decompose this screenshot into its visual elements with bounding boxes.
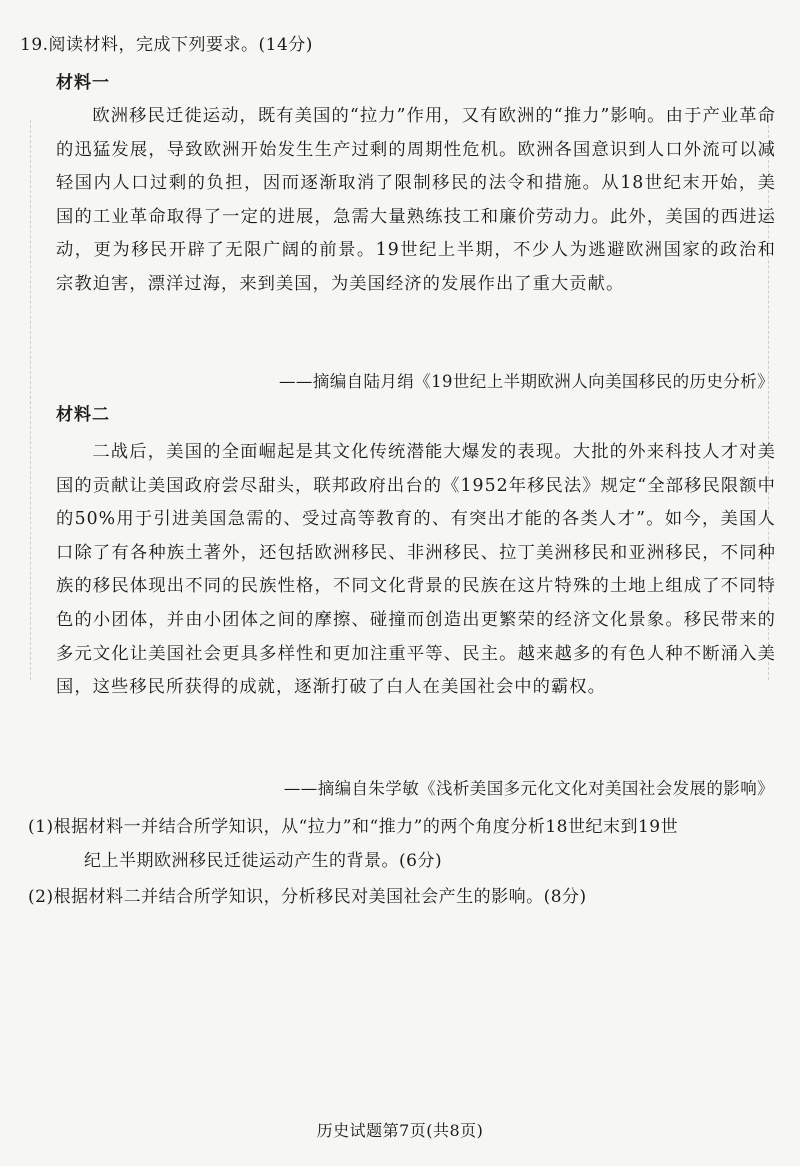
material-two-body: 二战后，美国的全面崛起是其文化传统潜能大爆发的表现。大批的外来科技人才对美国的贡献让美国政府尝尽甜头，联邦政府出台的《1952年移民法》规定“全部移民限额中的50%用于引进美国急需的、受过高等教育的、有突出才能的各类人才”。如今，美国人口除了有各种族土著外，还包括欧洲移民、非洲移民、拉丁美洲移民和亚洲移民，不同种族的移民体现出不同的民族性格，不同文化背景的民族在这片特殊的土地上组成了不同特色的小团体，并由小团体之间的摩擦、碰撞而创造出更繁荣的经济文化景象。移民带来的多元文化让美国社会更具多样性和更加注重平等、民主。越来越多的有色人种不断涌入美国，这些移民所获得的成就，逐渐打破了白人在美国社会中的霸权。 (56, 442, 776, 698)
page-footer: 历史试题第7页(共8页) (316, 1121, 484, 1140)
task-one-line1: (1)根据材料一并结合所学知识，从“拉力”和“推力”的两个角度分析18世纪末到19世 (28, 817, 679, 837)
task-two (28, 880, 780, 914)
material-one-body: 欧洲移民迁徙运动，既有美国的“拉力”作用，又有欧洲的“推力”影响。由于产业革命的迅猛发展，导致欧洲开始发生生产过剩的周期性危机。欧洲各国意识到人口外流可以减轻国内人口过剩的负担，因而逐渐取消了限制移民的法令和措施。从18世纪末开始，美国的工业革命取得了一定的进展，急需大量熟练技工和廉价劳动力。此外，美国的西进运动，更为移民开辟了无限广阔的前景。19世纪上半期，不少人为逃避欧洲国家的政治和宗教迫害，漂洋过海，来到美国，为美国经济的发展作出了重大贡献。 (56, 106, 776, 294)
material-two-heading: 材料二 (56, 405, 110, 425)
material-two-source: ——摘编自朱学敏《浅析美国多元化文化对美国社会发展的影响》 (283, 779, 774, 798)
question-title: 19.阅读材料，完成下列要求。(14分) (20, 35, 313, 55)
task-one (28, 810, 780, 878)
task-two-line1: (2)根据材料二并结合所学知识，分析移民对美国社会产生的影响。(8分) (28, 887, 587, 907)
scan-frame-left (30, 120, 31, 680)
material-one-heading: 材料一 (56, 73, 110, 93)
task-one-line2: 纪上半期欧洲移民迁徙运动产生的背景。(6分) (84, 851, 443, 871)
material-one-source: ——摘编自陆月绢《19世纪上半期欧洲人向美国移民的历史分析》 (279, 372, 774, 391)
